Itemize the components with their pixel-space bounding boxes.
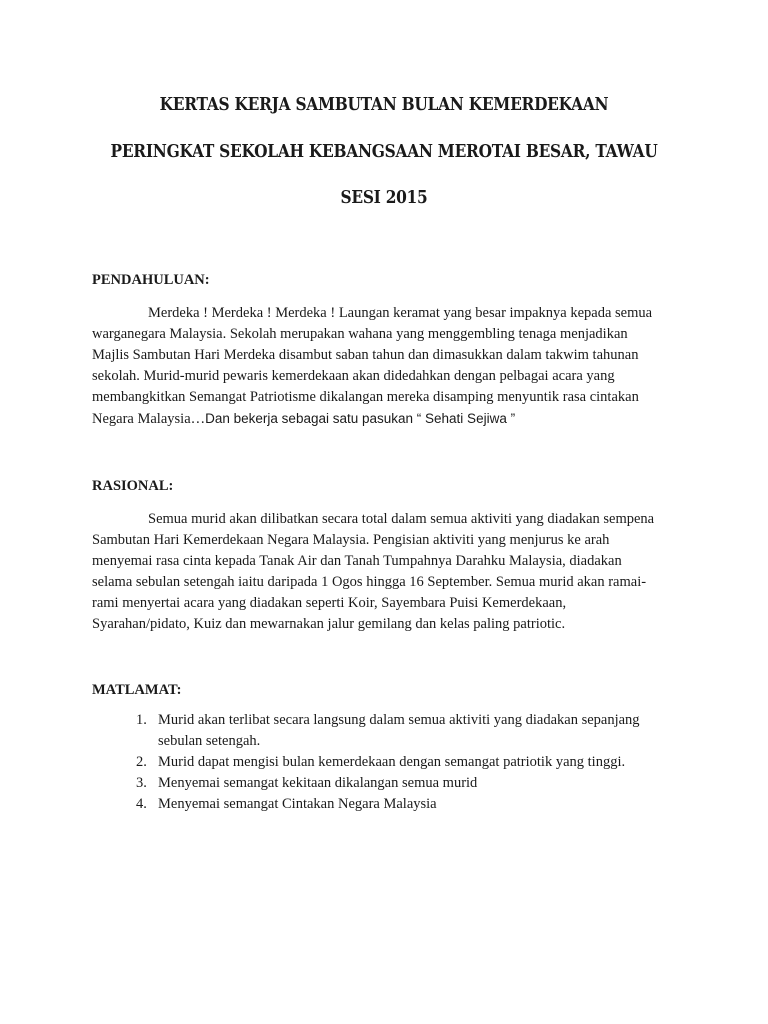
list-item	[92, 752, 692, 773]
document-title-line-1: KERTAS KERJA SAMBUTAN BULAN KEMERDEKAAN	[159, 95, 609, 115]
document-title-line-2: PERINGKAT SEKOLAH KEBANGSAAN MEROTAI BESAR, TAWAU	[110, 142, 658, 162]
paragraph-line: membangkitkan Semangat Patriotisme dikalangan mereka disamping menyuntik rasa cintakan	[92, 389, 639, 405]
section-heading-matlamat: MATLAMAT:	[92, 682, 182, 698]
paragraph-line: Syarahan/pidato, Kuiz dan mewarnakan jalur gemilang dan kelas paling patriotic.	[92, 616, 566, 632]
paragraph-line: Sambutan Hari Kemerdekaan Negara Malaysia. Pengisian aktiviti yang menjurus ke arah	[92, 532, 610, 548]
paragraph-line: Merdeka ! Merdeka ! Merdeka ! Laungan keramat yang besar impaknya kepada semua	[148, 305, 653, 321]
paragraph-line: warganegara Malaysia. Sekolah merupakan wahana yang menggembling tenaga menjadikan	[92, 326, 628, 342]
list-item-number: 4.	[136, 796, 147, 812]
paragraph-last-line	[92, 408, 670, 430]
list-item-text	[158, 773, 692, 794]
list-item-number: 2.	[136, 754, 147, 770]
list-item-line: Menyemai semangat kekitaan dikalangan semua murid	[158, 775, 478, 791]
paragraph-line: selama sebulan setengah iaitu daripada 1 Ogos hingga 16 September. Semua murid akan ramai-	[92, 574, 647, 590]
list-item-text	[158, 794, 692, 815]
list-item-line: Menyemai semangat Cintakan Negara Malaysia	[158, 796, 437, 812]
list-item	[92, 710, 692, 752]
list-item-text	[158, 710, 692, 752]
list-item-number: 3.	[136, 775, 147, 791]
list-item-line: Murid akan terlibat secara langsung dalam semua aktiviti yang diadakan sepanjang	[158, 712, 640, 728]
list-item	[92, 794, 692, 815]
list-item-line: Murid dapat mengisi bulan kemerdekaan dengan semangat patriotik yang tinggi.	[158, 754, 626, 770]
paragraph-line: menyemai rasa cinta kepada Tanak Air dan Tanah Tumpahnya Darahku Malaysia, diadakan	[92, 553, 622, 569]
document-title-line-3: SESI 2015	[340, 188, 428, 208]
paragraph-line: sekolah. Murid-murid pewaris kemerdekaan akan didedahkan dengan pelbagai acara yang	[92, 368, 615, 384]
section-heading-pendahuluan: PENDAHULUAN:	[92, 272, 210, 288]
list-item-line: sebulan setengah.	[158, 733, 261, 749]
paragraph-line: Majlis Sambutan Hari Merdeka disambut saban tahun dan dimasukkan dalam takwim tahunan	[92, 347, 639, 363]
list-item-text	[158, 752, 692, 773]
paragraph-line: rami menyertai acara yang diadakan seperti Koir, Sayembara Puisi Kemerdekaan,	[92, 595, 567, 611]
paragraph-line-serif-part: Negara Malaysia…	[92, 411, 206, 427]
paragraph-line: Semua murid akan dilibatkan secara total dalam semua aktiviti yang diadakan sempena	[148, 511, 655, 527]
paragraph-rasional	[92, 509, 670, 635]
list-item	[92, 773, 692, 794]
paragraph-line-sans-part: Dan bekerja sebagai satu pasukan “ Sehati Sejiwa ”	[205, 411, 516, 426]
list-item-number: 1.	[136, 712, 147, 728]
paragraph-pendahuluan	[92, 303, 670, 430]
matlamat-list	[92, 710, 692, 815]
section-heading-rasional: RASIONAL:	[92, 478, 174, 494]
